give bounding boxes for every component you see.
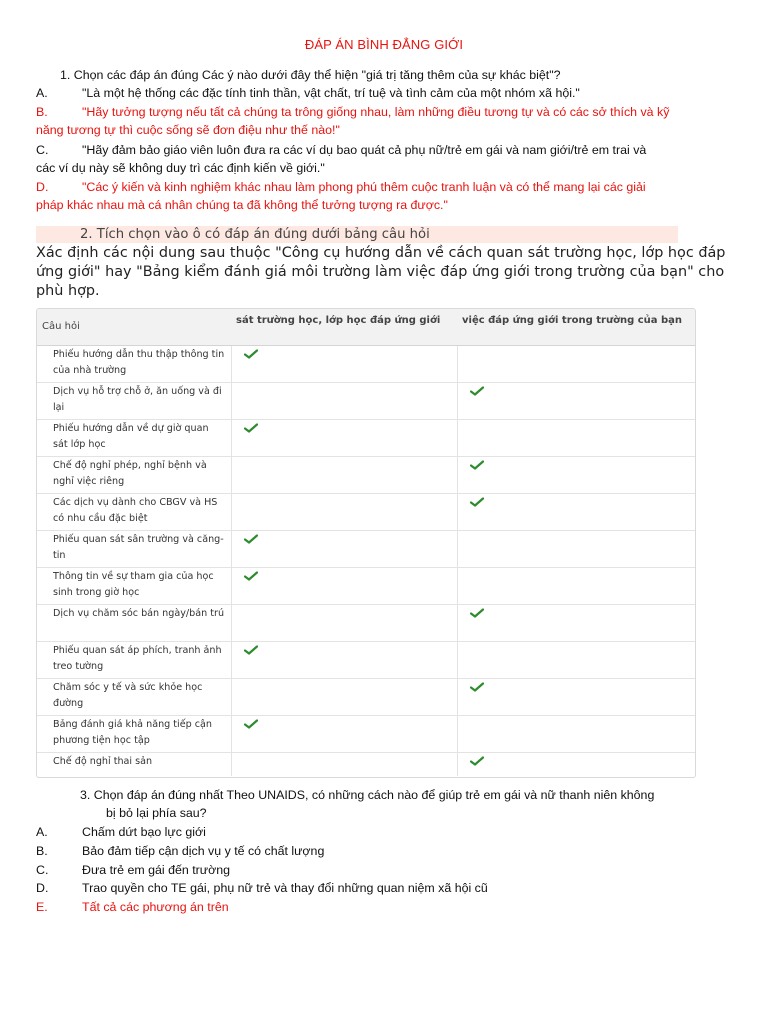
check-icon [244, 349, 258, 359]
q1-option-c-text-line1: "Hãy đảm bảo giáo viên luôn đưa ra các ví dụ bao quát cả phụ nữ/trẻ em gái và nam giới/trẻ em trai và [82, 143, 647, 157]
check-icon [470, 386, 484, 396]
row-question-text: Phiếu hướng dẫn thu thập thông tin của nhà trường [37, 345, 231, 382]
cell-school-observation-tool [231, 456, 457, 493]
q2-answer-table [36, 308, 696, 778]
table-row [37, 456, 696, 493]
q3-question [80, 786, 690, 822]
cell-school-observation-tool [231, 641, 457, 678]
row-question-text: Bảng đánh giá khả năng tiếp cận phương tiện học tập [37, 715, 231, 752]
row-question-text: Chế độ nghỉ thai sản [37, 752, 231, 776]
cell-work-environment-checklist [457, 382, 696, 419]
row-question-text: Thông tin về sự tham gia của học sinh trong giờ học [37, 567, 231, 604]
document-title: ĐÁP ÁN BÌNH ĐẲNG GIỚI [304, 37, 464, 52]
q3-option-c-text: Đưa trẻ em gái đến trường [82, 863, 230, 877]
header-school-observation-tool: sát trường học, lớp học đáp ứng giới [231, 309, 457, 345]
cell-school-observation-tool [231, 493, 457, 530]
cell-school-observation-tool [231, 382, 457, 419]
check-icon [244, 645, 258, 655]
cell-work-environment-checklist [457, 345, 696, 382]
cell-school-observation-tool [231, 715, 457, 752]
check-icon [244, 534, 258, 544]
cell-work-environment-checklist [457, 604, 696, 641]
cell-work-environment-checklist [457, 641, 696, 678]
row-question-text: Phiếu hướng dẫn về dự giờ quan sát lớp học [37, 419, 231, 456]
table-row [37, 345, 696, 382]
q1-option-b-label: B. [36, 105, 48, 119]
table-row [37, 382, 696, 419]
table-row [37, 641, 696, 678]
cell-work-environment-checklist [457, 419, 696, 456]
table-row [37, 678, 696, 715]
table-header-row [37, 309, 696, 345]
check-icon [244, 571, 258, 581]
table-row [37, 604, 696, 641]
q3-option-c-label: C. [36, 863, 49, 877]
cell-work-environment-checklist [457, 678, 696, 715]
cell-school-observation-tool [231, 604, 457, 641]
table-row [37, 493, 696, 530]
header-question: Câu hỏi [37, 309, 231, 345]
q3-option-b-label: B. [36, 844, 48, 858]
cell-work-environment-checklist [457, 456, 696, 493]
check-icon [244, 719, 258, 729]
check-icon [470, 460, 484, 470]
cell-work-environment-checklist [457, 715, 696, 752]
check-icon [470, 497, 484, 507]
cell-school-observation-tool [231, 345, 457, 382]
q3-option-b-text: Bảo đảm tiếp cận dịch vụ y tế có chất lượng [82, 844, 325, 858]
q1-option-a-text: "Là một hệ thống các đặc tính tinh thần, vật chất, trí tuệ và tình cảm của một nhóm xã hội." [82, 86, 580, 100]
table-row [37, 419, 696, 456]
header-work-environment-checklist: việc đáp ứng giới trong trường của bạn [457, 309, 696, 345]
q1-option-b-text-line2: năng tương tự thì cuộc sống sẽ đơn điệu như thế nào!" [36, 123, 340, 137]
table-row [37, 752, 696, 776]
q2-description: Xác định các nội dung sau thuộc "Công cụ hướng dẫn về cách quan sát trường học, lớp học đáp ứng giới" hay "Bảng kiểm đánh giá môi trường làm việc đáp ứng giới trong trường của bạn" cho phù hợp. [36, 245, 726, 299]
q1-option-c-label: C. [36, 143, 49, 157]
check-icon [470, 608, 484, 618]
q3-option-a-label: A. [36, 825, 48, 839]
check-icon [470, 756, 484, 766]
check-icon [244, 423, 258, 433]
q3-option-d-label: D. [36, 881, 49, 895]
q3-question-line2: bị bỏ lại phía sau? [106, 806, 207, 820]
q3-option-e-text: Tất cả các phương án trên [82, 900, 229, 914]
row-question-text: Phiếu quan sát sân trường và căng-tin [37, 530, 231, 567]
table-row [37, 715, 696, 752]
cell-school-observation-tool [231, 678, 457, 715]
q1-option-d-text-line2: pháp khác nhau mà cá nhân chúng ta đã không thể tưởng tượng ra được." [36, 198, 448, 212]
q3-option-a-text: Chấm dứt bạo lực giới [82, 825, 206, 839]
cell-work-environment-checklist [457, 752, 696, 776]
table-row [37, 530, 696, 567]
cell-school-observation-tool [231, 567, 457, 604]
row-question-text: Phiếu quan sát áp phích, tranh ảnh treo tường [37, 641, 231, 678]
q1-question: 1. Chọn các đáp án đúng Các ý nào dưới đây thể hiện "giá trị tăng thêm của sự khác biệt"? [60, 68, 561, 82]
q1-option-b-text-line1: "Hãy tưởng tượng nếu tất cả chúng ta trông giống nhau, làm những điều tương tự và có các sở thích và kỹ [82, 105, 670, 119]
q1-option-d-label: D. [36, 180, 49, 194]
cell-work-environment-checklist [457, 530, 696, 567]
row-question-text: Chăm sóc y tế và sức khỏe học đường [37, 678, 231, 715]
q1-option-c-text-line2: các ví dụ này sẽ không duy trì các định kiến về giới." [36, 161, 325, 175]
row-question-text: Dịch vụ chăm sóc bán ngày/bán trú [37, 604, 231, 641]
check-icon [470, 682, 484, 692]
q1-option-d-text-line1: "Các ý kiến và kinh nghiệm khác nhau làm phong phú thêm cuộc tranh luận và có thể mang lại các giải [82, 180, 646, 194]
q3-option-e-label: E. [36, 900, 48, 914]
q3-question-line1: 3. Chọn đáp án đúng nhất Theo UNAIDS, có những cách nào để giúp trẻ em gái và nữ thanh niên không [80, 788, 655, 802]
cell-school-observation-tool [231, 419, 457, 456]
q2-heading: 2. Tích chọn vào ô có đáp án đúng dưới bảng câu hỏi [36, 226, 678, 243]
row-question-text: Chế độ nghỉ phép, nghỉ bệnh và nghỉ việc riêng [37, 456, 231, 493]
q3-option-d-text: Trao quyền cho TE gái, phụ nữ trẻ và thay đổi những quan niệm xã hội cũ [82, 881, 488, 895]
row-question-text: Các dịch vụ dành cho CBGV và HS có nhu cầu đặc biệt [37, 493, 231, 530]
cell-work-environment-checklist [457, 493, 696, 530]
table-row [37, 567, 696, 604]
cell-school-observation-tool [231, 530, 457, 567]
q1-option-a-label: A. [36, 86, 48, 100]
cell-school-observation-tool [231, 752, 457, 776]
row-question-text: Dịch vụ hỗ trợ chỗ ở, ăn uống và đi lại [37, 382, 231, 419]
cell-work-environment-checklist [457, 567, 696, 604]
